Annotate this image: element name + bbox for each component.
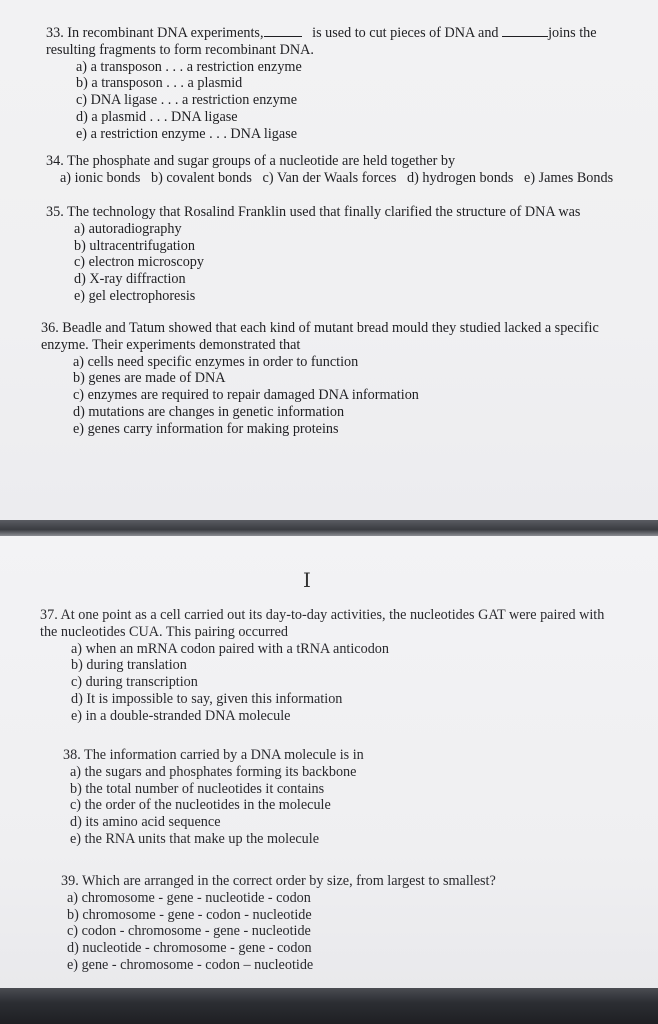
- option-d: d) a plasmid . . . DNA ligase: [76, 108, 238, 125]
- question-35-options: [46, 221, 580, 305]
- option-e: e) gene - chromosome - codon – nucleotide: [67, 956, 314, 973]
- option-d: d) X-ray diffraction: [74, 271, 186, 288]
- option-c: c) DNA ligase . . . a restriction enzyme: [76, 92, 298, 109]
- question-39: [61, 873, 496, 974]
- question-33-options: [46, 59, 597, 143]
- option-d: d) nucleotide - chromosome - gene - codon: [67, 940, 312, 957]
- question-35: [46, 204, 580, 305]
- option-b: b) a transposon . . . a plasmid: [76, 75, 243, 92]
- text-cursor-icon: I: [303, 568, 311, 592]
- option-b: b) ultracentrifugation: [74, 237, 195, 254]
- question-34-stem: 34. The phosphate and sugar groups of a nucleotide are held together by: [46, 153, 456, 169]
- option-d: d) mutations are changes in genetic information: [73, 403, 345, 420]
- question-36-stem-line2: enzyme. Their experiments demonstrated that: [41, 336, 301, 353]
- question-33-stem-line2: resulting fragments to form recombinant DNA.: [46, 41, 314, 58]
- page-divider: [0, 520, 658, 536]
- question-36-stem-line1: 36. Beadle and Tatum showed that each kind of mutant bread mould they studied lacked a specific: [41, 320, 599, 336]
- question-38-stem: 38. The information carried by a DNA molecule is in: [63, 747, 364, 763]
- question-38-options: [63, 764, 364, 848]
- question-33-stem-part1: 33. In recombinant DNA experiments,: [46, 25, 264, 41]
- question-37-stem-line2: the nucleotides CUA. This pairing occurred: [40, 623, 288, 640]
- question-37-stem-line1: 37. At one point as a cell carried out its day-to-day activities, the nucleotides GAT were paired with: [40, 607, 605, 623]
- option-b: b) chromosome - gene - codon - nucleotide: [67, 906, 312, 923]
- question-39-stem: 39. Which are arranged in the correct order by size, from largest to smallest?: [61, 873, 496, 889]
- question-39-options: [61, 890, 496, 974]
- question-33-stem-part3: joins the: [548, 25, 597, 41]
- option-b: b) genes are made of DNA: [73, 370, 226, 387]
- option-a: a) autoradiography: [74, 220, 182, 237]
- option-a: a) when an mRNA codon paired with a tRNA anticodon: [71, 640, 389, 657]
- question-34: [46, 153, 613, 187]
- option-e: e) in a double-stranded DNA molecule: [71, 707, 291, 724]
- option-a: a) a transposon . . . a restriction enzyme: [76, 58, 302, 75]
- question-37: [40, 607, 604, 725]
- answer-blank-1: [264, 24, 302, 37]
- question-38: [63, 747, 364, 848]
- option-e: e) genes carry information for making proteins: [73, 420, 339, 437]
- question-37-options: [40, 641, 604, 725]
- option-c: c) codon - chromosome - gene - nucleotide: [67, 923, 311, 940]
- option-e: e) a restriction enzyme . . . DNA ligase: [76, 125, 298, 142]
- question-33-stem-part2: is used to cut pieces of DNA and: [312, 25, 499, 41]
- question-36: [41, 320, 599, 438]
- answer-blank-2: [502, 24, 548, 37]
- option-a: a) the sugars and phosphates forming its backbone: [70, 763, 357, 780]
- question-34-options: a) ionic bonds b) covalent bonds c) Van der Waals forces d) hydrogen bonds e) James Bonds: [60, 169, 614, 186]
- option-b: b) the total number of nucleotides it contains: [70, 780, 325, 797]
- option-b: b) during translation: [71, 657, 187, 674]
- option-c: c) the order of the nucleotides in the molecule: [70, 797, 331, 814]
- question-33: [46, 24, 597, 143]
- question-36-options: [41, 354, 599, 438]
- option-e: e) gel electrophoresis: [74, 287, 196, 304]
- option-d: d) It is impossible to say, given this information: [71, 690, 343, 707]
- screen-bottom-edge: [0, 988, 658, 1024]
- option-c: c) during transcription: [71, 674, 198, 691]
- option-d: d) its amino acid sequence: [70, 814, 221, 831]
- question-35-stem: 35. The technology that Rosalind Franklin used that finally clarified the structure of DNA was: [46, 204, 581, 220]
- option-a: a) chromosome - gene - nucleotide - codon: [67, 889, 311, 906]
- option-c: c) enzymes are required to repair damaged DNA information: [73, 387, 419, 404]
- question-33-stem: [46, 24, 597, 42]
- option-c: c) electron microscopy: [74, 254, 204, 271]
- option-a: a) cells need specific enzymes in order to function: [73, 353, 359, 370]
- option-e: e) the RNA units that make up the molecule: [70, 830, 320, 847]
